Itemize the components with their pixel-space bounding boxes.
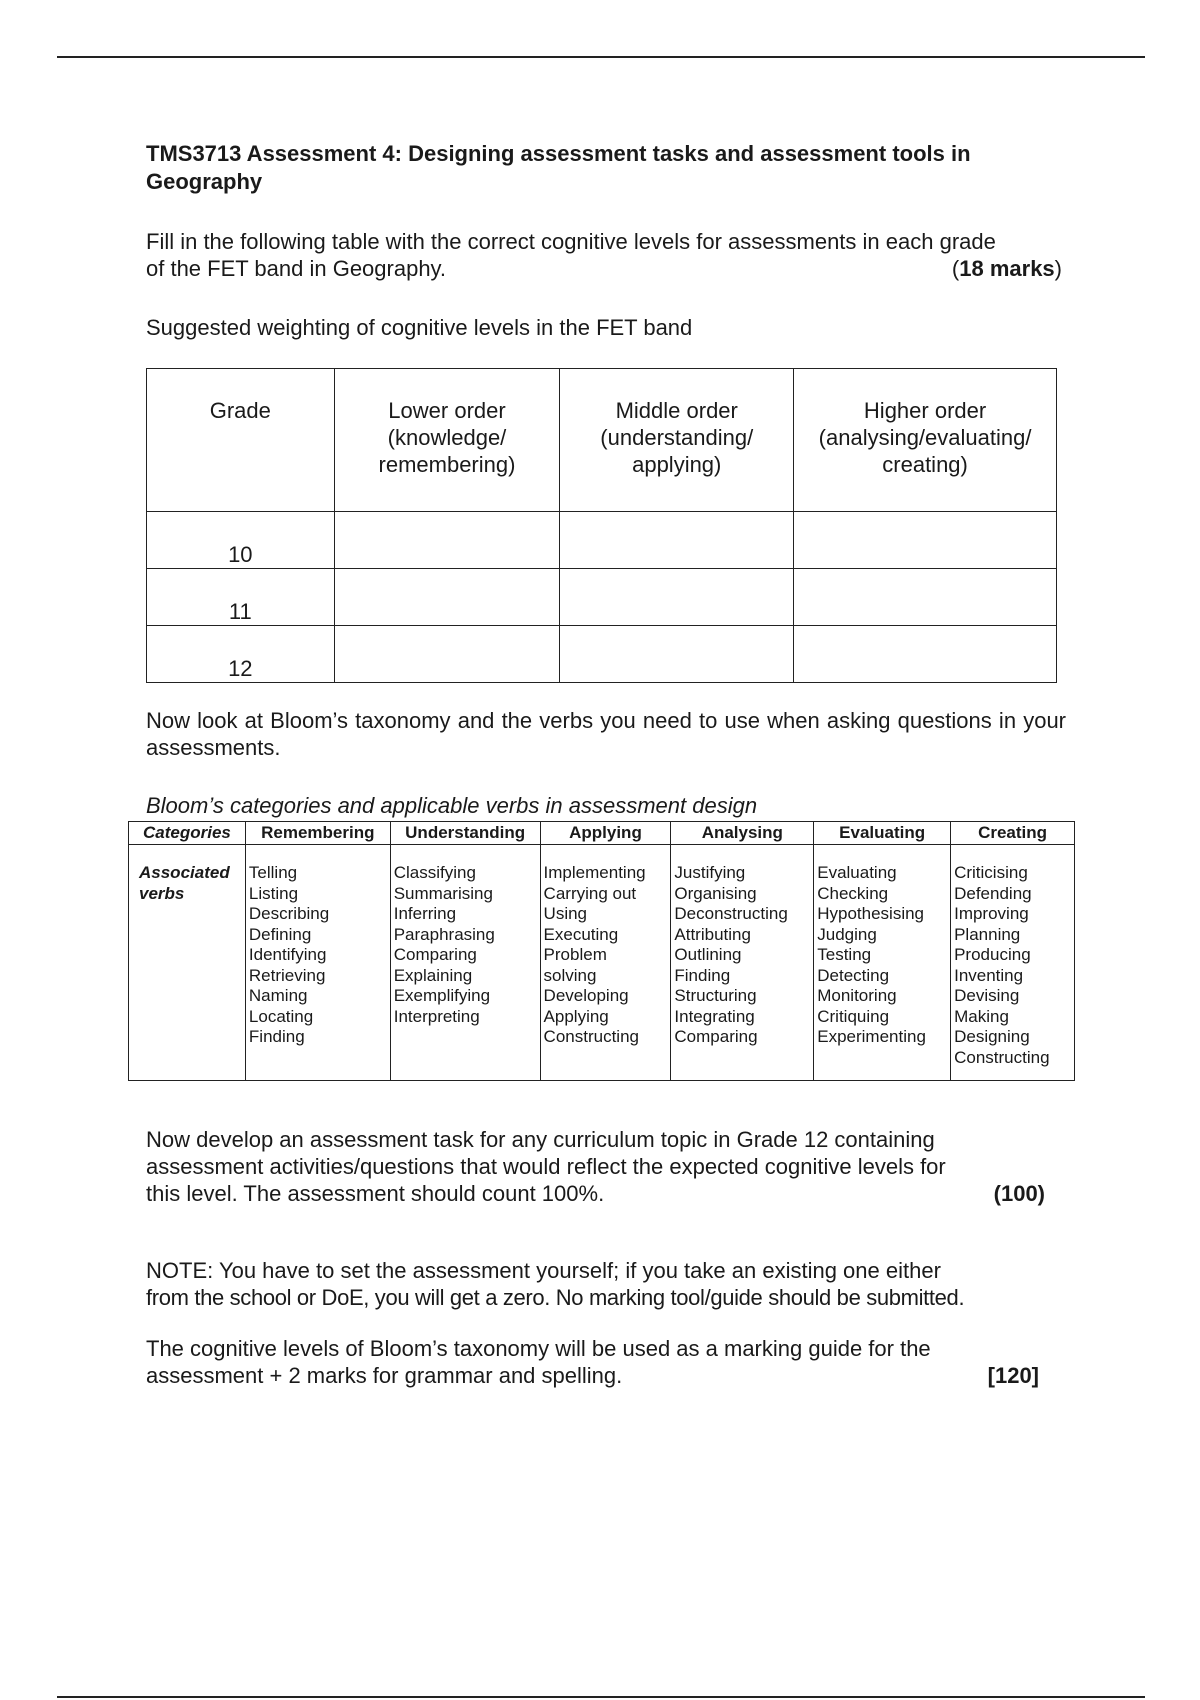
verbs-creating — [951, 845, 1075, 1081]
verb-item: Checking — [817, 883, 889, 903]
verb-item: Designing — [954, 1027, 1030, 1046]
verb-item: Naming — [248, 986, 308, 1005]
verb-item: Exemplifying — [393, 986, 491, 1005]
verb-item: Telling — [248, 863, 298, 882]
header-lower-order: Lower order (knowledge/ remembering) — [334, 369, 560, 512]
verb-item: Making — [954, 1006, 1009, 1026]
bottom-rule — [57, 1696, 1145, 1698]
verb-item: Outlining — [674, 945, 742, 964]
header-higher-order: Higher order (analysing/evaluating/ creating) — [794, 369, 1057, 512]
answer-cell-middle[interactable] — [560, 626, 794, 683]
verbs-analysing — [671, 845, 814, 1081]
verb-item: Explaining — [393, 965, 473, 985]
verbs-understanding — [390, 845, 540, 1081]
verb-item: solving — [543, 965, 597, 985]
answer-cell-lower[interactable] — [334, 512, 560, 569]
verb-item: Devising — [954, 986, 1020, 1005]
answer-cell-lower[interactable] — [334, 569, 560, 626]
category-evaluating: Evaluating — [814, 822, 951, 845]
task-line-1: Now develop an assessment task for any curriculum topic in Grade 12 containing — [146, 1127, 935, 1152]
verbs-applying — [540, 845, 671, 1081]
bloom-caption: Bloom’s categories and applicable verbs in assessment design — [146, 793, 758, 818]
closing-line-2: assessment + 2 marks for grammar and spelling. — [146, 1363, 623, 1388]
verb-item: Integrating — [674, 1006, 755, 1026]
verb-item: Constructing — [543, 1027, 639, 1046]
grade-label: 11 — [147, 569, 335, 626]
answer-cell-higher[interactable] — [794, 569, 1057, 626]
verb-item: Structuring — [674, 986, 757, 1005]
closing-note — [146, 1335, 1055, 1389]
verb-item: Testing — [817, 945, 872, 964]
weighting-caption: Suggested weighting of cognitive levels in the FET band — [146, 315, 693, 340]
answer-cell-middle[interactable] — [560, 512, 794, 569]
verb-item: Judging — [817, 924, 877, 944]
note — [146, 1257, 1055, 1311]
header-middle-order: Middle order (understanding/ applying) — [560, 369, 794, 512]
verb-item: Experimenting — [817, 1027, 926, 1046]
verb-item: Identifying — [248, 945, 327, 964]
verb-item: Applying — [543, 1006, 609, 1026]
category-analysing: Analysing — [671, 822, 814, 845]
grade-label: 10 — [147, 512, 335, 569]
answer-cell-higher[interactable] — [794, 512, 1057, 569]
verb-item: Improving — [954, 904, 1029, 923]
bloom-header-row — [129, 822, 1075, 845]
verb-item: Deconstructing — [674, 904, 788, 923]
task-marks: (100) — [993, 1181, 1045, 1206]
verb-item: Justifying — [674, 863, 746, 882]
verb-item: Developing — [543, 986, 629, 1005]
weighting-table — [146, 368, 1057, 683]
verb-item: Finding — [248, 1027, 305, 1046]
verb-item: Retrieving — [248, 965, 326, 985]
verb-item: Attributing — [674, 924, 751, 944]
page-header — [146, 140, 1071, 196]
category-remembering: Remembering — [245, 822, 390, 845]
associated-verbs-label: Associated verbs — [129, 845, 246, 1081]
grade-label: 12 — [147, 626, 335, 683]
grade-row — [147, 569, 1057, 626]
verb-item: Using — [543, 904, 588, 923]
verb-item: Inventing — [954, 965, 1024, 985]
verb-item: Detecting — [817, 965, 890, 985]
verb-item: Defining — [248, 924, 312, 944]
header-grade: Grade — [147, 369, 335, 512]
verb-item: Finding — [674, 965, 731, 985]
verb-item: Summarising — [393, 883, 493, 903]
note-line-1: NOTE: You have to set the assessment yourself; if you take an existing one either — [146, 1258, 941, 1283]
note-line-2: from the school or DoE, you will get a zero. No marking tool/guide should be submitted. — [146, 1285, 965, 1310]
page-title: TMS3713 Assessment 4: Designing assessment tasks and assessment tools in Geography — [146, 141, 971, 194]
grade-row — [147, 626, 1057, 683]
verb-item: Inferring — [393, 904, 457, 923]
verb-item: Listing — [248, 883, 299, 903]
instructions-line-2: of the FET band in Geography. — [146, 256, 447, 281]
verb-item: Describing — [248, 904, 330, 923]
task-instructions — [146, 1126, 1045, 1207]
answer-cell-middle[interactable] — [560, 569, 794, 626]
verb-item: Defending — [954, 883, 1032, 903]
instructions-line-1: Fill in the following table with the correct cognitive levels for assessments in each grade — [146, 229, 996, 254]
verb-item: Evaluating — [817, 863, 897, 882]
verbs-evaluating — [814, 845, 951, 1081]
verb-item: Critiquing — [817, 1006, 890, 1026]
answer-cell-lower[interactable] — [334, 626, 560, 683]
verb-item: Organising — [674, 883, 757, 903]
verb-item: Carrying out — [543, 883, 637, 903]
weighting-header-row — [147, 369, 1057, 512]
verb-item: Interpreting — [393, 1006, 480, 1026]
bloom-table — [128, 821, 1075, 1081]
verb-item: Monitoring — [817, 986, 897, 1005]
verb-item: Producing — [954, 945, 1031, 964]
closing-line-1: The cognitive levels of Bloom’s taxonomy will be used as a marking guide for the — [146, 1336, 931, 1361]
verb-item: Constructing — [954, 1047, 1050, 1067]
category-understanding: Understanding — [390, 822, 540, 845]
answer-cell-higher[interactable] — [794, 626, 1057, 683]
verb-item: Classifying — [393, 863, 476, 882]
task-line-2: assessment activities/questions that would reflect the expected cognitive levels for — [146, 1154, 946, 1179]
top-rule — [57, 56, 1145, 58]
verb-item: Locating — [248, 1006, 314, 1026]
verb-item: Hypothesising — [817, 904, 925, 923]
verb-item: Paraphrasing — [393, 924, 495, 944]
category-applying: Applying — [540, 822, 671, 845]
verb-item: Executing — [543, 924, 619, 944]
instructions-marks: (18 marks) — [951, 256, 1062, 281]
bloom-intro: Now look at Bloom’s taxonomy and the verbs you need to use when asking questions in your assessments. — [146, 708, 1066, 760]
task-line-3: this level. The assessment should count 100%. — [146, 1181, 605, 1206]
verb-item: Comparing — [674, 1027, 758, 1046]
category-creating: Creating — [951, 822, 1075, 845]
verb-item: Criticising — [954, 863, 1028, 882]
grade-row — [147, 512, 1057, 569]
bloom-verbs-row — [129, 845, 1075, 1081]
verbs-remembering — [245, 845, 390, 1081]
verb-item: Implementing — [543, 863, 646, 882]
categories-header: Categories — [129, 822, 246, 845]
total-marks: [120] — [987, 1363, 1039, 1388]
verb-item: Planning — [954, 924, 1021, 944]
instructions — [146, 228, 1071, 282]
verb-item: Comparing — [393, 945, 477, 964]
verb-item: Problem — [543, 945, 607, 964]
